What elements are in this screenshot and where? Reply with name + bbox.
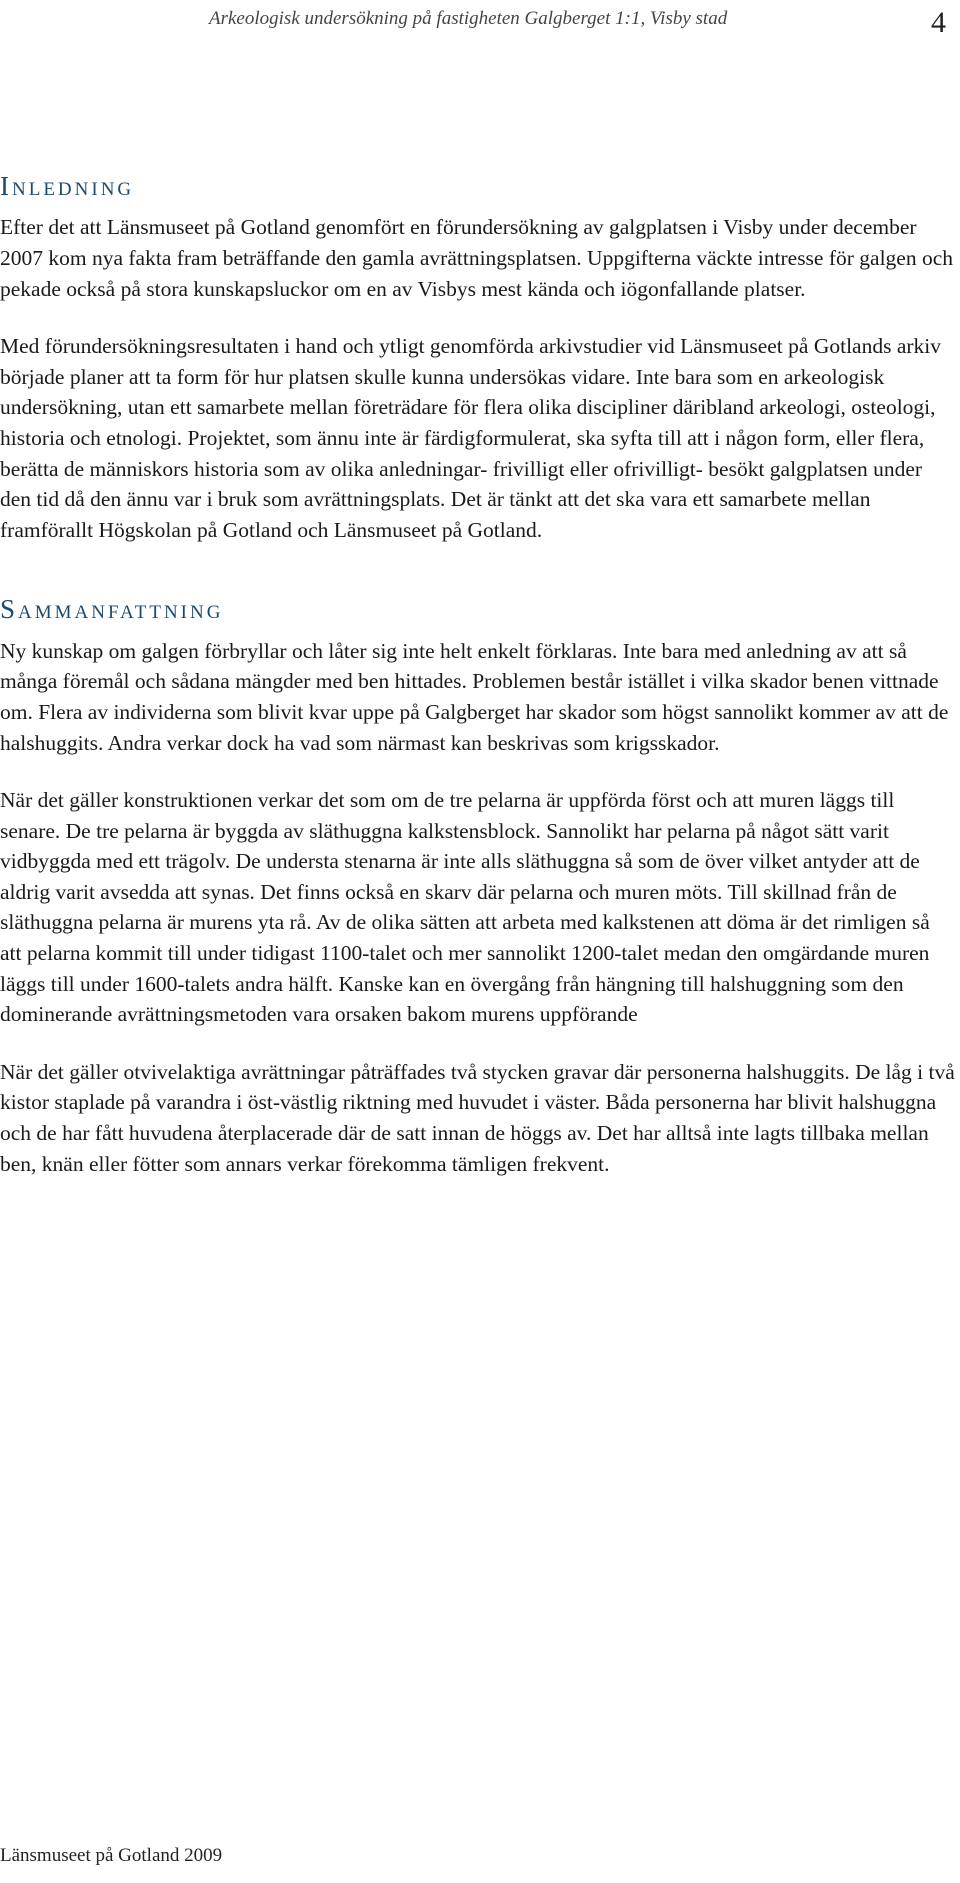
paragraph: När det gäller konstruktionen verkar det som om de tre pelarna är uppförda först och att muren läggs till senare. De tre pelarna är byggda av släthuggna kalkstensblock. Sannolikt har pelarna på något sätt varit vidbyggda med ett trägolv. De understa stenarna är inte alls släthuggna så som de över vilket antyder att de aldrig varit avsedda att synas. Det finns också en skarv där pelarna och muren möts. Till skillnad från de släthuggna pelarna är murens yta rå. Av de olika sätten att arbeta med kalkstenen att döma är det rimligen så att pelarna kommit till under tidigast 1100-talet och mer sannolikt 1200-talet medan den omgärdande muren läggs till under 1600-talets andra hälft. Kanske kan en övergång från hängning till halshuggning som den dominerande avrättningsmetoden vara orsaken bakom murens uppförande (0, 788, 930, 1027)
section-sammanfattning (0, 593, 955, 1179)
section-heading-sammanfattning: Sammanfattning (0, 594, 224, 625)
page-footer: Länsmuseet på Gotland 2009 (0, 1845, 223, 1866)
paragraph: Med förundersökningsresultaten i hand och ytligt genomförda arkivstudier vid Länsmuseet på Gotlands arkiv började planer att ta form för hur platsen skulle kunna undersökas vidare. Inte bara som en arkeologisk undersökning, utan ett samarbete mellan företrädare för flera olika discipliner däribland arkeologi, osteologi, historia och etnologi. Projektet, som ännu inte är färdigformulerat, ska syfta till att i någon form, eller flera, berätta de människors historia som av olika anledningar- frivilligt eller ofrivilligt- besökt galgplatsen under den tid då den ännu var i bruk som avrättningsplats. Det är tänkt att det ska vara ett samarbete mellan framförallt Högskolan på Gotland och Länsmuseet på Gotland. (0, 334, 942, 542)
paragraph: Efter det att Länsmuseet på Gotland genomfört en förundersökning av galgplatsen i Visby under december 2007 kom nya fakta fram beträffande den gamla avrättningsplatsen. Uppgifterna väckte intresse för galgen och pekade också på stora kunskapsluckor om en av Visbys mest kända och iögonfallande platser. (0, 215, 954, 301)
section-inledning (0, 170, 955, 545)
document-body (0, 170, 955, 1206)
page-number: 4 (931, 6, 946, 39)
paragraph: När det gäller otvivelaktiga avrättningar påträffades två stycken gravar där personerna halshuggits. De låg i två kistor staplade på varandra i öst-västlig riktning med huvudet i väster. Båda personerna har blivit halshuggna och de har fått huvudena återplacerade där de satt innan de höggs av. Det har alltså inte lagts tillbaka mellan ben, knän eller fötter som annars verkar förekomma tämligen frekvent. (0, 1059, 955, 1176)
running-header (0, 4, 960, 44)
paragraph: Ny kunskap om galgen förbryllar och låter sig inte helt enkelt förklaras. Inte bara med anledning av att så många föremål och sådana mängder med ben hittades. Problemen består istället i vilka skador benen vittnade om. Flera av individerna som blivit kvar uppe på Galgberget har skador som högst sannolikt kommer av att de halshuggits. Andra verkar dock ha vad som närmast kan beskrivas som krigsskador. (0, 638, 949, 755)
section-heading-inledning: Inledning (0, 171, 135, 201)
document-title: Arkeologisk undersökning på fastigheten Galgberget 1:1, Visby stad (209, 8, 728, 29)
